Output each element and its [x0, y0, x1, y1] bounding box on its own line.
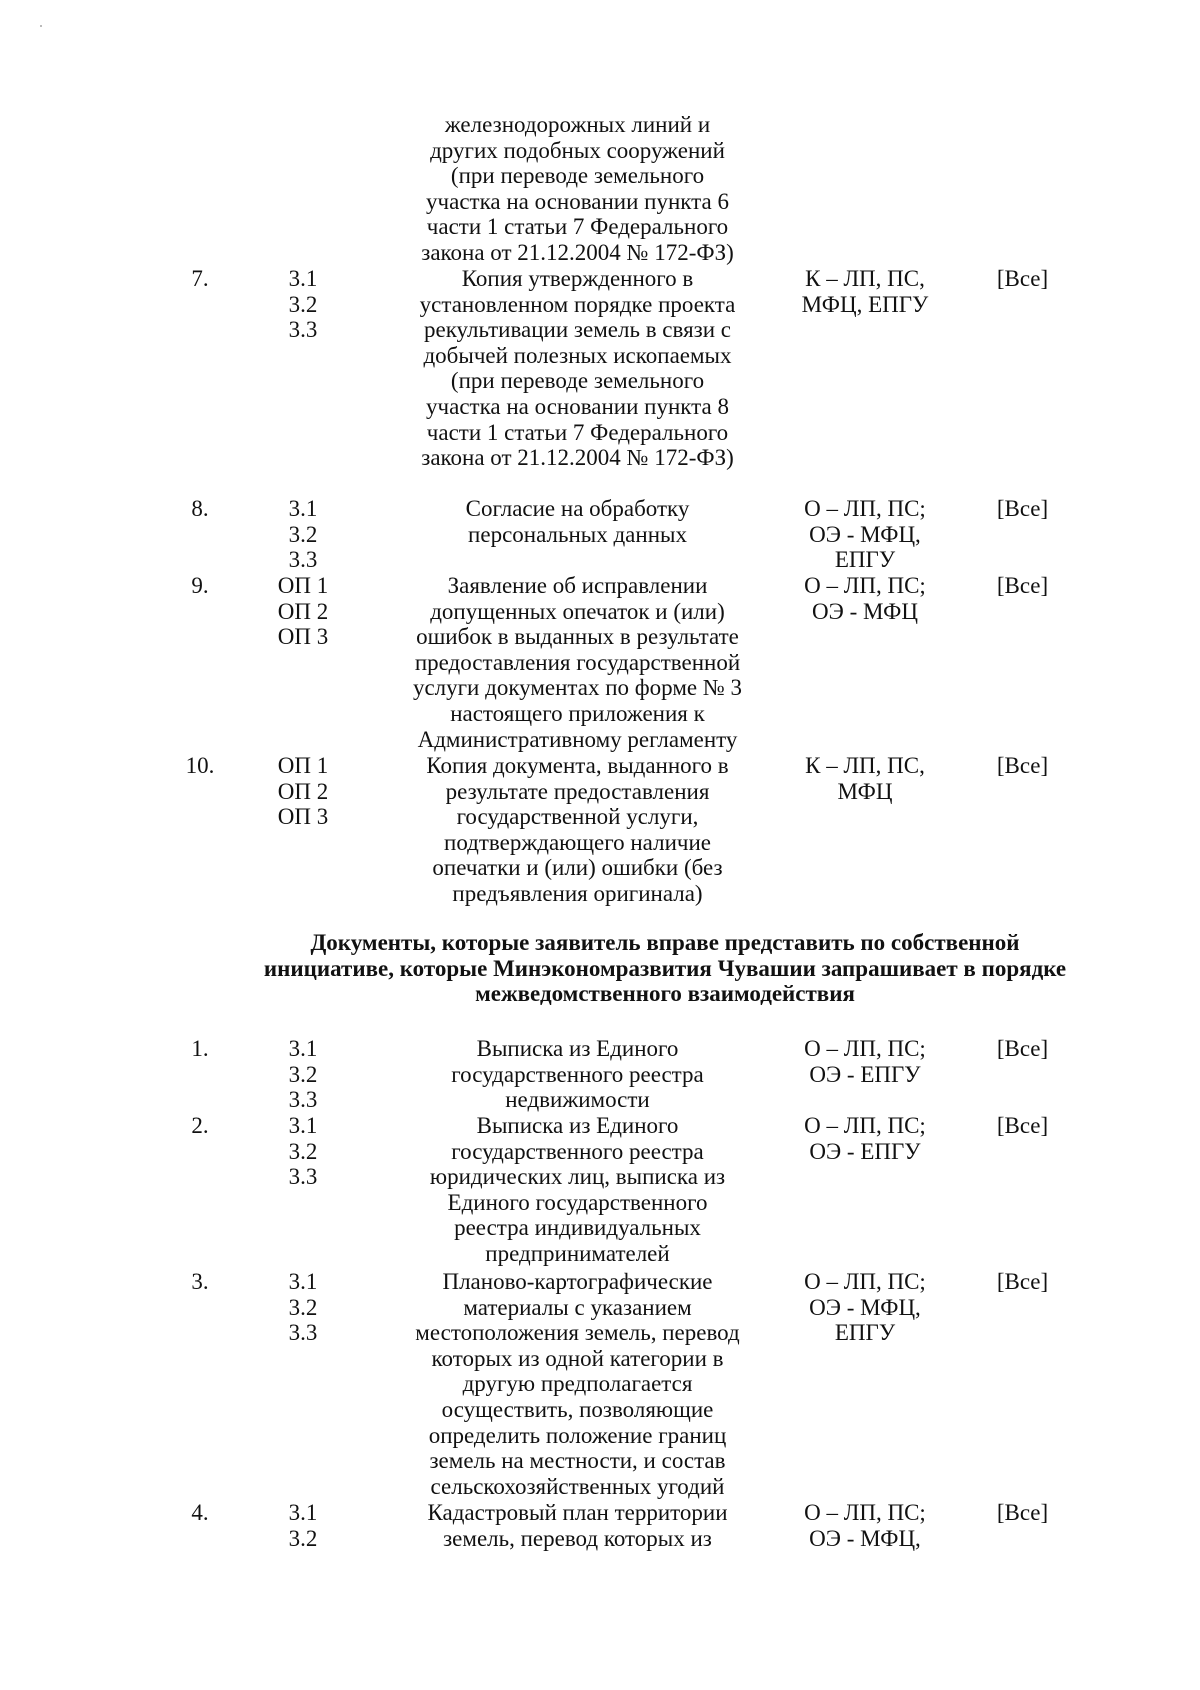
- text-line: К – ЛП, ПС,: [805, 753, 925, 778]
- text-line: добычей полезных ископаемых: [423, 342, 732, 368]
- text-line: О – ЛП, ПС;: [804, 1269, 926, 1294]
- code-line: ОП 1: [277, 573, 329, 598]
- submission-form-cell: [775, 573, 955, 624]
- code-cell: [258, 1269, 348, 1346]
- text-line: предъявления оригинала): [452, 880, 703, 906]
- document-name-cell: [405, 1269, 750, 1499]
- code-line: 3.1: [288, 496, 318, 521]
- code-cell: [258, 573, 348, 650]
- text-line: предоставления государственной: [414, 649, 741, 675]
- text-line: МФЦ, ЕПГУ: [801, 291, 929, 317]
- text-line: местоположения земель, перевод: [415, 1320, 740, 1346]
- text-line: части 1 статьи 7 Федерального: [426, 214, 729, 240]
- document-name-cell: [405, 1500, 750, 1551]
- text-line: ОЭ - ЕПГУ: [809, 1061, 921, 1087]
- text-line: Копия утвержденного в: [461, 266, 694, 291]
- code-cell: [258, 266, 348, 343]
- code-line: 3.1: [288, 1036, 318, 1061]
- text-line: ОЭ - ЕПГУ: [809, 1138, 921, 1164]
- applies-to-cell: [Все]: [996, 753, 1049, 778]
- text-line: О – ЛП, ПС;: [804, 1500, 926, 1525]
- text-line: (при переводе земельного: [450, 163, 705, 189]
- text-line: рекультивации земель в связи с: [423, 317, 732, 343]
- text-line: Единого государственного: [447, 1189, 708, 1215]
- code-line: 3.2: [288, 291, 318, 317]
- row-number: 7.: [191, 266, 209, 291]
- text-line: Планово-картографические: [442, 1269, 713, 1294]
- code-cell: [258, 1500, 348, 1551]
- code-line: 3.1: [288, 266, 318, 291]
- row-number: 1.: [191, 1036, 209, 1061]
- code-line: ОП 2: [277, 598, 329, 624]
- text-line: Выписка из Единого: [476, 1113, 679, 1138]
- text-line: земель на местности, и состав: [429, 1448, 726, 1474]
- text-line: ЕПГУ: [834, 547, 896, 573]
- submission-form-cell: [775, 496, 955, 573]
- text-line: результате предоставления: [445, 778, 710, 804]
- row-number: 2.: [191, 1113, 209, 1138]
- text-line: ОЭ - МФЦ: [812, 598, 918, 624]
- text-line: участка на основании пункта 6: [426, 188, 729, 214]
- text-line: настоящего приложения к: [450, 700, 705, 726]
- text-line: услуги документах по форме № 3: [412, 675, 743, 701]
- applies-to-cell: [Все]: [996, 1036, 1049, 1061]
- text-line: другую предполагается: [462, 1371, 693, 1397]
- applies-to-cell: [Все]: [996, 1500, 1049, 1525]
- text-line: части 1 статьи 7 Федерального: [426, 419, 729, 445]
- code-line: 3.1: [288, 1500, 318, 1525]
- code-line: 3.3: [288, 1320, 318, 1346]
- text-line: Административному регламенту: [417, 726, 738, 752]
- code-line: 3.2: [288, 1061, 318, 1087]
- submission-form-cell: [775, 1036, 955, 1087]
- applies-to-cell: [Все]: [996, 1113, 1049, 1138]
- code-cell: [258, 496, 348, 573]
- text-line: Выписка из Единого: [476, 1036, 679, 1061]
- text-line: О – ЛП, ПС;: [804, 573, 926, 598]
- code-line: 3.3: [288, 547, 318, 573]
- text-line: Заявление об исправлении: [447, 573, 708, 598]
- text-line: ОЭ - МФЦ,: [809, 1525, 921, 1551]
- text-line: осуществить, позволяющие: [441, 1396, 714, 1422]
- text-line: ЕПГУ: [834, 1320, 896, 1346]
- code-line: 3.3: [288, 1087, 318, 1113]
- heading-line: Документы, которые заявитель вправе представить по собственной: [310, 930, 1020, 955]
- text-line: других подобных сооружений: [430, 137, 725, 163]
- submission-form-cell: [775, 1113, 955, 1164]
- text-line: материалы с указанием: [463, 1294, 692, 1320]
- heading-line: межведомственного взаимодействия: [475, 981, 855, 1007]
- text-line: персональных данных: [468, 521, 687, 547]
- document-name-cell: [405, 1036, 750, 1113]
- text-line: государственного реестра: [451, 1061, 704, 1087]
- code-line: 3.1: [288, 1113, 318, 1138]
- code-cell: [258, 1113, 348, 1190]
- row-number: 8.: [191, 496, 209, 521]
- text-line: участка на основании пункта 8: [426, 393, 729, 419]
- text-line: МФЦ: [837, 778, 893, 804]
- document-name-cell: [405, 266, 750, 471]
- text-line: недвижимости: [505, 1087, 650, 1113]
- code-line: ОП 1: [277, 753, 329, 778]
- text-line: О – ЛП, ПС;: [804, 1113, 926, 1138]
- applies-to-cell: [Все]: [996, 1269, 1049, 1294]
- heading-line: инициативе, которые Минэкономразвития Чувашии запрашивает в порядке: [263, 955, 1067, 981]
- code-line: ОП 3: [277, 804, 329, 830]
- document-name-cell: [405, 1113, 750, 1267]
- applies-to-cell: [Все]: [996, 573, 1049, 598]
- code-line: ОП 3: [277, 624, 329, 650]
- submission-form-cell: [775, 1500, 955, 1551]
- text-line: установленном порядке проекта: [419, 291, 736, 317]
- scan-speck: [40, 25, 42, 27]
- text-line: Кадастровый план территории: [427, 1500, 728, 1525]
- text-line: Согласие на обработку: [465, 496, 690, 521]
- text-line: ОЭ - МФЦ,: [809, 521, 921, 547]
- text-line: закона от 21.12.2004 № 172-ФЗ): [421, 445, 734, 471]
- code-line: 3.2: [288, 1294, 318, 1320]
- code-line: 3.2: [288, 521, 318, 547]
- text-line: (при переводе земельного: [450, 368, 705, 394]
- text-line: юридических лиц, выписка из: [429, 1164, 726, 1190]
- code-cell: [258, 753, 348, 830]
- code-line: 3.3: [288, 317, 318, 343]
- text-line: допущенных опечаток и (или): [430, 598, 725, 624]
- text-line: подтверждающего наличие: [444, 829, 711, 855]
- text-line: государственного реестра: [451, 1138, 704, 1164]
- submission-form-cell: [775, 266, 955, 317]
- code-line: 3.2: [288, 1138, 318, 1164]
- applies-to-cell: [Все]: [996, 496, 1049, 521]
- text-line: К – ЛП, ПС,: [805, 266, 925, 291]
- text-line: сельскохозяйственных угодий: [430, 1473, 725, 1499]
- text-line: ошибок в выданных в результате: [416, 624, 739, 650]
- document-name-cell: [405, 753, 750, 907]
- code-line: 3.3: [288, 1164, 318, 1190]
- row-number: 4.: [191, 1500, 209, 1525]
- text-line: железнодорожных линий и: [444, 112, 711, 137]
- submission-form-cell: [775, 753, 955, 804]
- code-line: 3.2: [288, 1525, 318, 1551]
- code-cell: [258, 1036, 348, 1113]
- text-line: которых из одной категории в: [431, 1345, 724, 1371]
- document-name-cell: [405, 496, 750, 547]
- text-line: ОЭ - МФЦ,: [809, 1294, 921, 1320]
- code-line: 3.1: [288, 1269, 318, 1294]
- text-line: реестра индивидуальных: [454, 1215, 701, 1241]
- text-line: О – ЛП, ПС;: [804, 496, 926, 521]
- section-heading: [230, 930, 1100, 1007]
- row-number: 3.: [191, 1269, 209, 1294]
- text-line: государственной услуги,: [456, 804, 699, 830]
- document-name-cell: [405, 112, 750, 266]
- submission-form-cell: [775, 1269, 955, 1346]
- code-line: ОП 2: [277, 778, 329, 804]
- text-line: определить положение границ: [428, 1422, 727, 1448]
- text-line: земель, перевод которых из: [443, 1525, 712, 1551]
- text-line: опечатки и (или) ошибки (без: [432, 855, 723, 881]
- text-line: О – ЛП, ПС;: [804, 1036, 926, 1061]
- row-number: 10.: [185, 753, 215, 778]
- document-name-cell: [405, 573, 750, 752]
- text-line: предпринимателей: [485, 1240, 670, 1266]
- text-line: Копия документа, выданного в: [426, 753, 729, 778]
- applies-to-cell: [Все]: [996, 266, 1049, 291]
- row-number: 9.: [191, 573, 209, 598]
- text-line: закона от 21.12.2004 № 172-ФЗ): [421, 239, 734, 265]
